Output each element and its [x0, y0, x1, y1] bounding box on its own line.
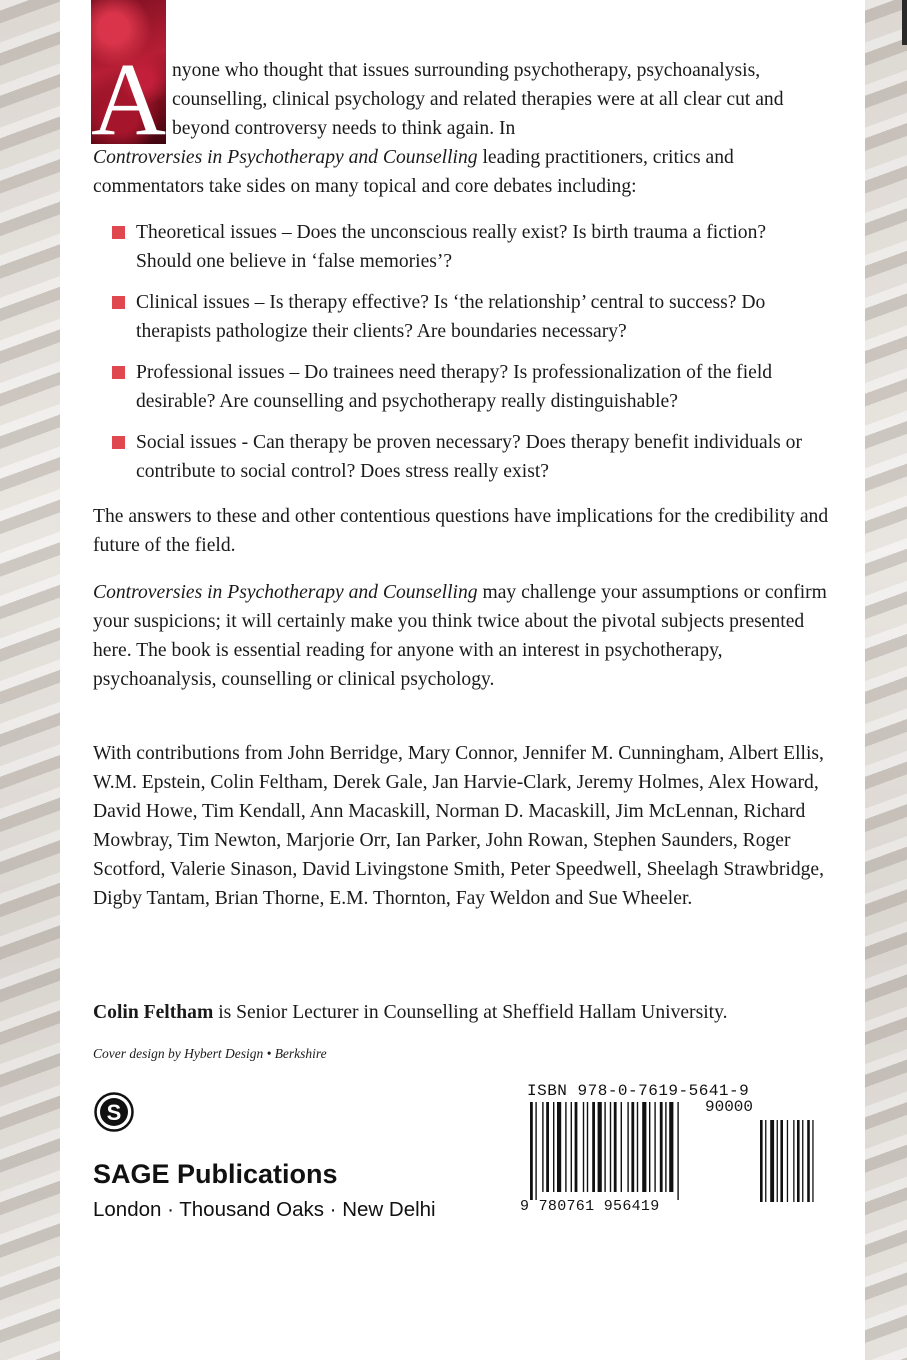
barcode-bar: [587, 1102, 588, 1192]
challenge-paragraph: Controversies in Psychotherapy and Counselling may challenge your assumptions or confirm your suspicions; it will certainly make you think twice about the pivotal subjects presented here. The book is essential reading for anyone with an interest in psychotherapy, psychoanalysis, counselling or clinical psychology.: [93, 582, 827, 690]
barcode-bar: [530, 1102, 533, 1200]
intro-book-title: Controversies in Psychotherapy and Counselling: [93, 147, 478, 168]
addon-bar: [802, 1120, 803, 1202]
dropcap-box: [91, 0, 166, 144]
issues-list: [112, 218, 822, 498]
marble-border-left: [0, 0, 60, 1360]
back-cover-page: [60, 0, 865, 1360]
svg-text:S: S: [106, 1100, 122, 1125]
barcode-bar: [660, 1102, 663, 1192]
challenge-book-title: Controversies in Psychotherapy and Counselling: [93, 582, 478, 603]
addon-bar: [770, 1120, 774, 1202]
list-item: Clinical issues – Is therapy effective? Is ‘the relationship’ central to success? Do therapists pathologize their clients? Are boundaries necessary?: [112, 288, 822, 346]
barcode-bar: [557, 1102, 561, 1192]
answers-paragraph: The answers to these and other contentious questions have implications for the credibility and future of the field.: [93, 506, 829, 556]
barcode-bar: [649, 1102, 650, 1192]
barcode-bar: [598, 1102, 602, 1192]
price-addon-label: 90000: [705, 1098, 754, 1116]
barcode-bar: [627, 1102, 628, 1192]
intro-paragraph-continued: [93, 143, 833, 201]
list-item: Professional issues – Do trainees need therapy? Is professionalization of the field desirable? Are counselling and psychotherapy really distinguishable?: [112, 358, 822, 416]
bullet-square-icon: [112, 226, 125, 239]
addon-bar: [797, 1120, 800, 1202]
barcode-bar: [571, 1102, 572, 1192]
marble-border-right: [865, 0, 907, 1360]
addon-bar: [765, 1120, 766, 1202]
addon-bar: [807, 1120, 810, 1202]
barcode-bar: [665, 1102, 666, 1192]
publisher-name: SAGE Publications: [93, 1159, 338, 1189]
contributors-paragraph: With contributions from John Berridge, Mary Connor, Jennifer M. Cunningham, Albert Ellis, W.M. Epstein, Colin Feltham, Derek Gale, Jan Harvie-Clark, Jeremy Holmes, Alex Howard, David Howe, Tim Kendall, Ann Macaskill, Norman D. Macaskill, Jim McLennan, Richard Mowbray, Tim Newton, Marjorie Orr, Ian Parker, John Rowan, Stephen Saunders, Roger Scotford, Valerie Sinason, David Livingstone Smith, Peter Speedwell, Sheelagh Strawbridge, Digby Tantam, Brian Thorne, E.M. Thornton, Fay Weldon and Sue Wheeler.: [93, 743, 825, 909]
barcode-digits: 9 780761 956419: [520, 1198, 660, 1215]
barcode-bar: [553, 1102, 554, 1192]
addon-bar: [760, 1120, 763, 1202]
isbn-label: ISBN 978-0-7619-5641-9: [527, 1082, 750, 1100]
barcode-bar: [614, 1102, 617, 1192]
addon-bar: [777, 1120, 778, 1202]
barcode-bar: [637, 1102, 638, 1192]
barcode-bar: [631, 1102, 634, 1192]
barcode-icon: [530, 1102, 830, 1202]
sage-logo-icon: [94, 1092, 134, 1132]
editor-paragraph: [93, 998, 833, 1027]
bullet-square-icon: [112, 296, 125, 309]
barcode-bar: [565, 1102, 566, 1192]
barcode-bar: [677, 1102, 678, 1200]
barcode-bar: [542, 1102, 543, 1192]
addon-bar: [812, 1120, 813, 1202]
addon-bar: [780, 1120, 783, 1202]
list-item: Social issues - Can therapy be proven necessary? Does therapy benefit individuals or contribute to social control? Does stress really exist?: [112, 428, 822, 486]
cover-credit: Cover design by Hybert Design • Berkshire: [93, 1046, 327, 1061]
bullet-square-icon: [112, 436, 125, 449]
intro-paragraph: [172, 56, 812, 143]
bullet-square-icon: [112, 366, 125, 379]
list-item: Theoretical issues – Does the unconscious really exist? Is birth trauma a fiction? Should one believe in ‘false memories’?: [112, 218, 822, 276]
addon-bar: [787, 1120, 788, 1202]
barcode-bar: [669, 1102, 673, 1192]
barcode-bar: [654, 1102, 655, 1192]
addon-bar: [793, 1120, 794, 1202]
barcode-bar: [610, 1102, 611, 1192]
editor-bio: is Senior Lecturer in Counselling at Sheffield Hallam University.: [218, 1002, 728, 1023]
intro-second-part: leading practitioners, critics and commentators take sides on many topical and core debates including:: [93, 147, 734, 197]
barcode-bar: [621, 1102, 622, 1192]
editor-name: Colin Feltham: [93, 1002, 214, 1023]
barcode-bar: [583, 1102, 584, 1192]
barcode-bar: [535, 1102, 536, 1200]
barcode-bar: [642, 1102, 646, 1192]
barcode-bar: [546, 1102, 549, 1192]
publisher-cities: London · Thousand Oaks · New Delhi: [93, 1198, 436, 1221]
barcode-bar: [592, 1102, 595, 1192]
intro-first-part: nyone who thought that issues surrounding psychotherapy, psychoanalysis, counselling, clinical psychology and related therapies were at all clear cut and beyond controversy needs to think again. In: [172, 60, 784, 139]
edge-shadow: [902, 0, 907, 45]
barcode-bar: [604, 1102, 605, 1192]
dropcap-letter: A: [91, 42, 166, 144]
barcode-bar: [575, 1102, 578, 1192]
